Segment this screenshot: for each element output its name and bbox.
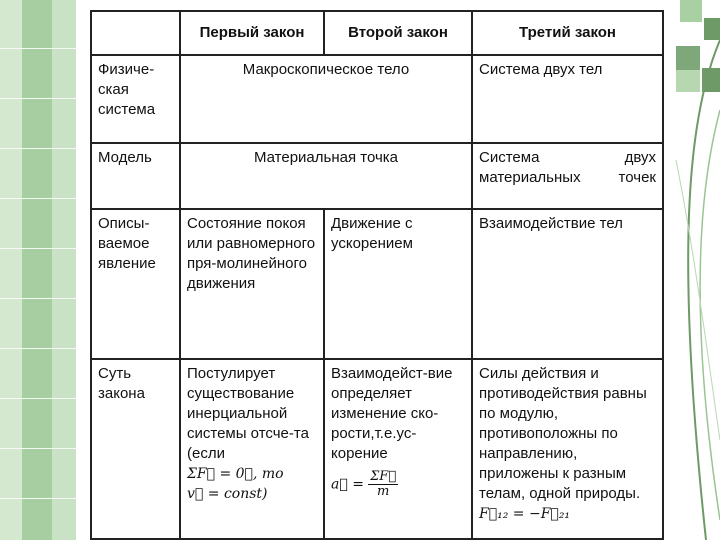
decor-stripe [0,0,22,540]
cell-system-law-3: Система двух тел [472,55,663,143]
essence-law-2-formula [331,470,465,499]
decor-line [0,198,78,199]
cell-model-law-3: Система двух материальных точек [472,143,663,209]
decor-line [0,298,78,299]
table-header-row [91,11,663,55]
cell-phenomenon-law-1: Состояние покоя или равномерного пря-молинейного движения [180,209,324,359]
table-row [91,209,663,359]
table-row [91,359,663,539]
decor-line [0,498,78,499]
formula-denominator: m [376,484,390,499]
right-decoration [666,0,720,540]
decor-line [0,398,78,399]
decor-line [0,148,78,149]
decor-stripe [22,0,52,540]
essence-law-2-text: Взаимодейст-вие определяет изменение ско-рости,т.е.ус-корение [331,365,453,462]
header-second-law: Второй закон [324,11,472,55]
table-row [91,55,663,143]
formula-lhs: a⃗ = [331,476,364,493]
cell-essence-law-1 [180,359,324,539]
cell-essence-law-2 [324,359,472,539]
decor-line [0,448,78,449]
header-third-law: Третий закон [472,11,663,55]
row-label-system: Физиче-ская система [91,55,180,143]
header-corner-cell [91,11,180,55]
newton-laws-table [90,10,664,540]
table-row [91,143,663,209]
cell-phenomenon-law-3: Взаимодействие тел [472,209,663,359]
left-decoration [0,0,78,540]
essence-law-3-formula: F⃗₁₂ = −F⃗₂₁ [479,506,571,522]
cell-system-laws-1-2: Макроскопическое тело [180,55,472,143]
row-label-essence: Суть закона [91,359,180,539]
decor-line [0,248,78,249]
cell-model-laws-1-2: Материальная точка [180,143,472,209]
decor-line [0,348,78,349]
header-first-law: Первый закон [180,11,324,55]
essence-law-3-text: Силы действия и противодействия равны по модулю, противоположны по направлению, приложены к разным телам, одной природы. [479,365,647,502]
cell-phenomenon-law-2: Движение с ускорением [324,209,472,359]
essence-law-1-condition-velocity: v⃗ = const) [187,486,268,502]
decor-stripe [52,0,76,540]
formula-numerator: ΣF⃗ [370,469,397,484]
row-label-model: Модель [91,143,180,209]
essence-law-1-text: Постулирует существование инерциальной системы отсче-та (если [187,365,309,462]
cell-essence-law-3 [472,359,663,539]
decor-line [0,48,78,49]
row-label-phenomenon: Описы-ваемое явление [91,209,180,359]
essence-law-1-condition-force: ΣF⃗ = 0⃗, то [187,466,284,482]
formula-fraction [368,470,398,499]
decor-line [0,98,78,99]
decor-arcs [666,0,720,540]
